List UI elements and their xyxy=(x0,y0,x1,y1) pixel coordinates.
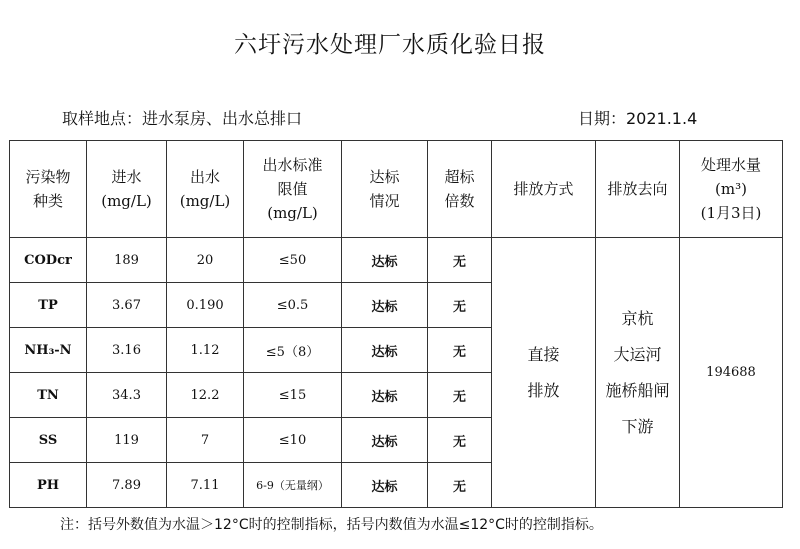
exceed-cell: 无 xyxy=(428,328,492,373)
exceed-cell: 无 xyxy=(428,283,492,328)
pollutant-cell: TP xyxy=(10,283,87,328)
header-discharge-method: 排放方式 xyxy=(492,141,596,238)
influent-cell: 119 xyxy=(87,418,167,463)
limit-cell: ≤5（8） xyxy=(244,328,342,373)
discharge-method-cell: 直接 排放 xyxy=(492,238,596,508)
influent-cell: 3.16 xyxy=(87,328,167,373)
status-cell: 达标 xyxy=(342,328,428,373)
effluent-cell: 1.12 xyxy=(167,328,244,373)
effluent-cell: 12.2 xyxy=(167,373,244,418)
effluent-cell: 20 xyxy=(167,238,244,283)
footnote: 注：括号外数值为水温＞12°C时的控制指标，括号内数值为水温≤12°C时的控制指标。 xyxy=(60,517,603,533)
status-cell: 达标 xyxy=(342,373,428,418)
exceed-cell: 无 xyxy=(428,418,492,463)
treated-volume-cell: 194688 xyxy=(680,238,783,508)
header-pollutant: 污染物 种类 xyxy=(10,141,87,238)
status-cell: 达标 xyxy=(342,463,428,508)
header-effluent: 出水 (mg/L) xyxy=(167,141,244,238)
influent-cell: 34.3 xyxy=(87,373,167,418)
pollutant-cell: TN xyxy=(10,373,87,418)
effluent-cell: 0.190 xyxy=(167,283,244,328)
pollutant-cell: PH xyxy=(10,463,87,508)
header-influent: 进水 (mg/L) xyxy=(87,141,167,238)
influent-cell: 189 xyxy=(87,238,167,283)
header-status: 达标 情况 xyxy=(342,141,428,238)
header-treated-volume: 处理水量 (m³) (1月3日) xyxy=(680,141,783,238)
exceed-cell: 无 xyxy=(428,373,492,418)
report-date: 日期：2021.1.4 xyxy=(578,109,698,128)
limit-cell: ≤15 xyxy=(244,373,342,418)
status-cell: 达标 xyxy=(342,238,428,283)
header-limit: 出水标准 限值 (mg/L) xyxy=(244,141,342,238)
pollutant-cell: SS xyxy=(10,418,87,463)
header-discharge-destination: 排放去向 xyxy=(596,141,680,238)
pollutant-cell: CODcr xyxy=(10,238,87,283)
effluent-cell: 7 xyxy=(167,418,244,463)
status-cell: 达标 xyxy=(342,283,428,328)
water-quality-table xyxy=(9,140,783,508)
exceed-cell: 无 xyxy=(428,463,492,508)
sampling-location: 取样地点：进水泵房、出水总排口 xyxy=(62,109,303,128)
exceed-cell: 无 xyxy=(428,238,492,283)
status-cell: 达标 xyxy=(342,418,428,463)
discharge-destination-cell: 京杭 大运河 施桥船闸 下游 xyxy=(596,238,680,508)
limit-cell: 6-9（无量纲） xyxy=(244,463,342,508)
report-title: 六圩污水处理厂水质化验日报 xyxy=(234,32,546,58)
header-exceed: 超标 倍数 xyxy=(428,141,492,238)
header-row xyxy=(10,141,783,238)
influent-cell: 7.89 xyxy=(87,463,167,508)
limit-cell: ≤10 xyxy=(244,418,342,463)
effluent-cell: 7.11 xyxy=(167,463,244,508)
pollutant-cell: NH₃-N xyxy=(10,328,87,373)
influent-cell: 3.67 xyxy=(87,283,167,328)
limit-cell: ≤50 xyxy=(244,238,342,283)
table-row xyxy=(10,238,783,283)
limit-cell: ≤0.5 xyxy=(244,283,342,328)
